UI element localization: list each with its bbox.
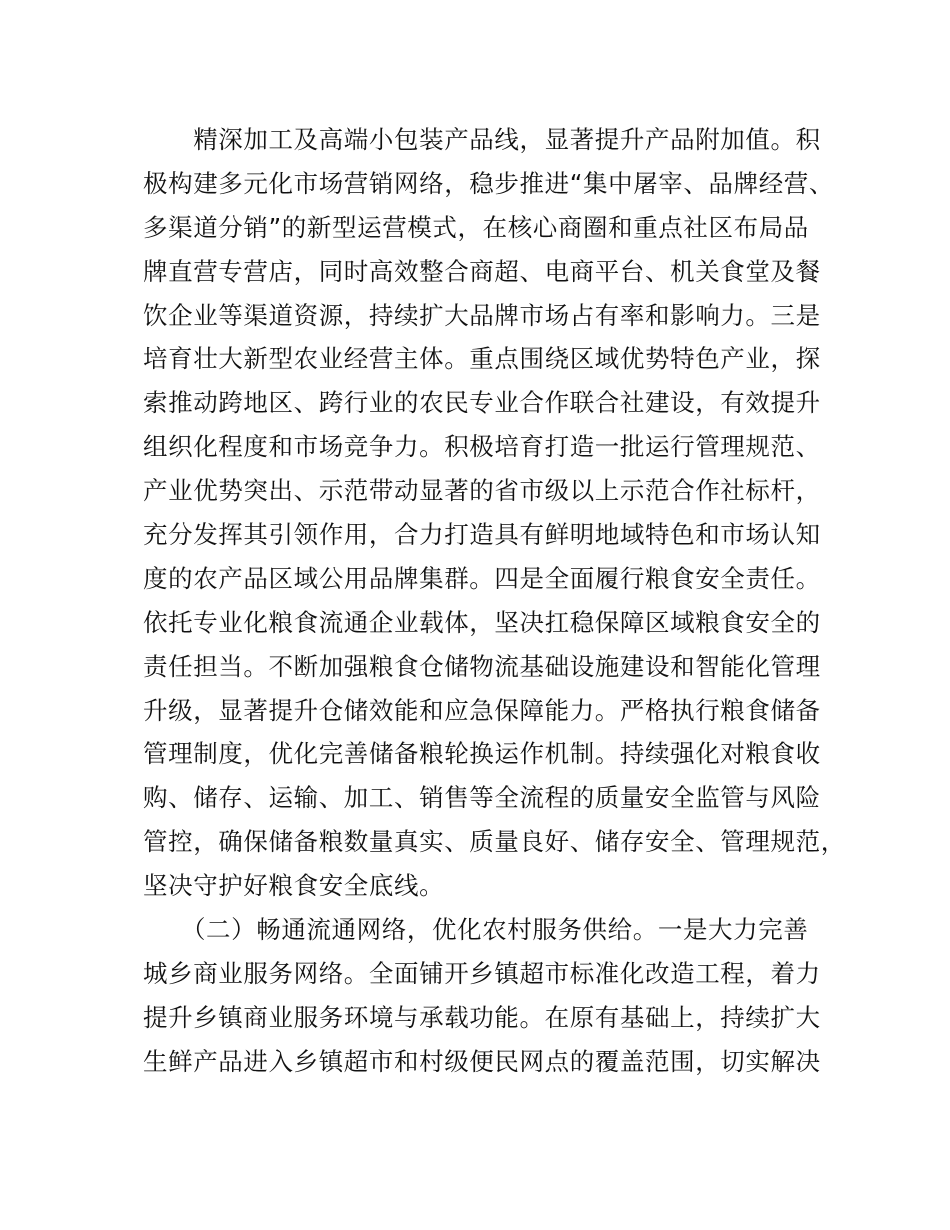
text-line: 管理制度，优化完善储备粮轮换运作机制。持续强化对粮食收 — [143, 739, 821, 769]
text-line: 精深加工及高端小包装产品线，显著提升产品附加值。积 — [143, 125, 821, 154]
text-line: （二）畅通流通网络，优化农村服务供给。一是大力完善 — [143, 915, 809, 944]
text-line: 组织化程度和市场竞争力。积极培育打造一批运行管理规范、 — [143, 432, 821, 462]
text-line: 充分发挥其引领作用，合力打造具有鲜明地域特色和市场认知 — [143, 520, 821, 550]
text-line: 培育壮大新型农业经营主体。重点围绕区域优势特色产业，探 — [143, 344, 821, 374]
paragraph-agriculture-grain — [143, 118, 846, 908]
text-line: 饮企业等渠道资源，持续扩大品牌市场占有率和影响力。三是 — [143, 300, 821, 330]
text-line: 升级，显著提升仓储效能和应急保障能力。严格执行粮食储备 — [143, 695, 821, 725]
text-line: 度的农产品区域公用品牌集群。四是全面履行粮食安全责任。 — [143, 563, 821, 593]
text-line: 购、储存、运输、加工、销售等全流程的质量安全监管与风险 — [143, 783, 821, 813]
text-line: 提升乡镇商业服务环境与承载功能。在原有基础上，持续扩大 — [143, 1002, 821, 1032]
text-line: 生鲜产品进入乡镇超市和村级便民网点的覆盖范围，切实解决 — [143, 1046, 821, 1076]
text-line: 依托专业化粮食流通企业载体，坚决扛稳保障区域粮食安全的 — [143, 607, 821, 637]
text-line: 索推动跨地区、跨行业的农民专业合作联合社建设，有效提升 — [143, 388, 821, 418]
paragraph-circulation-network — [143, 908, 843, 1084]
text-line: 坚决守护好粮食安全底线。 — [143, 871, 445, 901]
text-line: 产业优势突出、示范带动显著的省市级以上示范合作社标杆， — [143, 476, 821, 506]
text-line: 极构建多元化市场营销网络，稳步推进“集中屠宰、品牌经营、 — [143, 168, 834, 198]
text-line: 责任担当。不断加强粮食仓储物流基础设施建设和智能化管理 — [143, 651, 821, 681]
text-line: 管控，确保储备粮数量真实、质量良好、储存安全、管理规范， — [143, 827, 846, 857]
text-line: 牌直营专营店，同时高效整合商超、电商平台、机关食堂及餐 — [143, 256, 821, 286]
text-line: 多渠道分销”的新型运营模式，在核心商圈和重点社区布局品 — [143, 212, 809, 242]
text-line: 城乡商业服务网络。全面铺开乡镇超市标准化改造工程，着力 — [143, 958, 821, 988]
